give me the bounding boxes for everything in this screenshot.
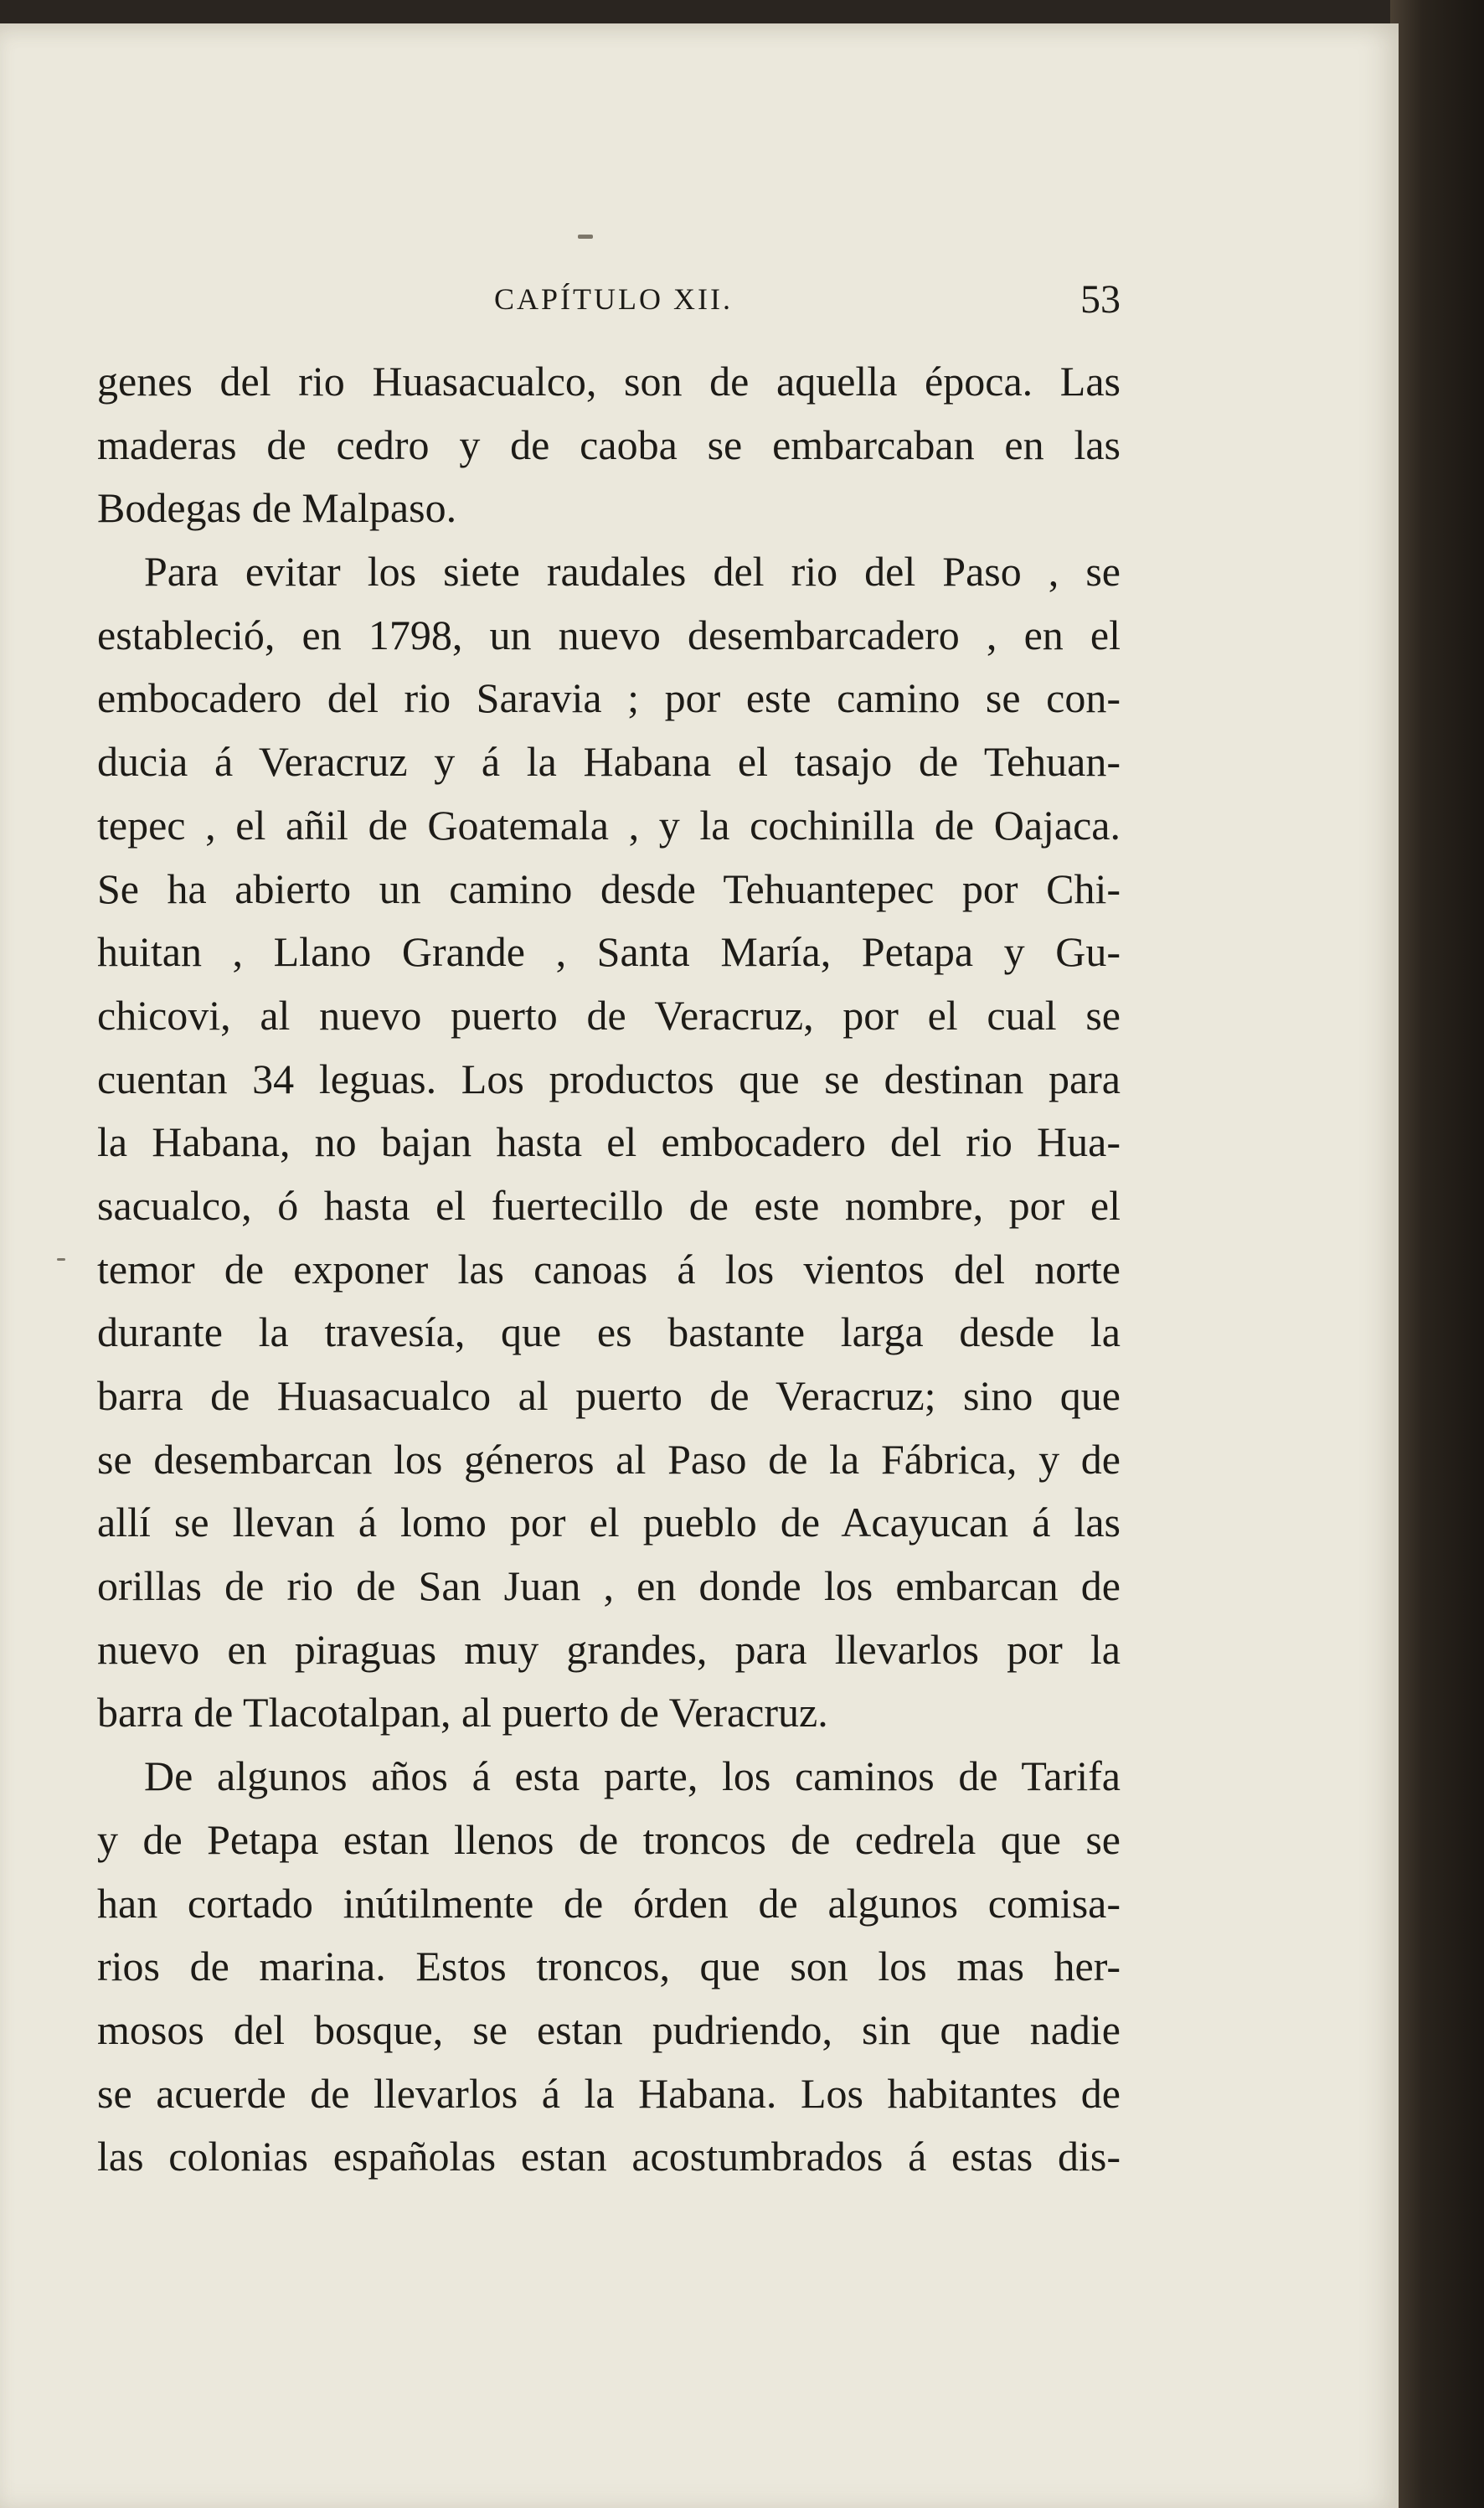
text-line: mosos del bosque, se estan pudriendo, sin que nadie [97,2005,1121,2053]
text-line: embocadero del rio Saravia ; por este camino se con- [97,674,1121,722]
text-line: tepec , el añil de Goatemala , y la cochinilla de Oajaca. [97,801,1121,849]
text-line: orillas de rio de San Juan , en donde los embarcan de [97,1562,1121,1610]
text-line: allí se llevan á lomo por el pueblo de Acayucan á las [97,1499,1121,1546]
text-line: maderas de cedro y de caoba se embarcaban en las [97,421,1121,468]
text-line: durante la travesía, que es bastante larga desde la [97,1308,1121,1356]
paragraph-start-line: Para evitar los siete raudales del rio del Paso , se [144,548,1121,596]
text-line: estableció, en 1798, un nuevo desembarcadero , en el [97,611,1121,658]
text-line: se acuerde de llevarlos á la Habana. Los habitantes de [97,2069,1121,2117]
text-line: se desembarcan los géneros al Paso de la Fábrica, y de [97,1435,1121,1483]
text-line: nuevo en piraguas muy grandes, para llevarlos por la [97,1625,1121,1673]
book-spine [1390,0,1484,2508]
text-line: rios de marina. Estos troncos, que son los mas her- [97,1943,1121,1990]
text-line: Bodegas de Malpaso. [97,484,457,532]
text-line: las colonias españolas estan acostumbrados á estas dis- [97,2133,1121,2180]
text-line: barra de Huasacualco al puerto de Veracruz; sino que [97,1372,1121,1419]
text-line: y de Petapa estan llenos de troncos de cedrela que se [97,1815,1121,1863]
body-text [97,350,1121,2189]
text-line: barra de Tlacotalpan, al puerto de Veracruz. [97,1689,828,1737]
text-line: ducia á Veracruz y á la Habana el tasajo de Tehuan- [97,738,1121,786]
text-line: cuentan 34 leguas. Los productos que se destinan para [97,1055,1121,1102]
running-head: CAPÍTULO XII. [494,282,733,316]
text-line: temor de exponer las canoas á los vientos del norte [97,1245,1121,1293]
text-line: sacualco, ó hasta el fuertecillo de este nombre, por el [97,1181,1121,1229]
page-header [97,276,1121,327]
text-line: huitan , Llano Grande , Santa María, Petapa y Gu- [97,928,1121,976]
text-line: han cortado inútilmente de órden de algunos comisa- [97,1879,1121,1927]
text-line: la Habana, no bajan hasta el embocadero del rio Hua- [97,1118,1121,1166]
ink-speck [57,1258,65,1261]
paragraph-start-line: De algunos años á esta parte, los caminos de Tarifa [144,1752,1121,1800]
text-line: Se ha abierto un camino desde Tehuantepec por Chi- [97,864,1121,912]
text-line: genes del rio Huasacualco, son de aquella época. Las [97,358,1121,405]
text-line: chicovi, al nuevo puerto de Veracruz, por el cual se [97,991,1121,1039]
ink-speck [578,235,593,239]
page-number: 53 [1080,277,1121,322]
